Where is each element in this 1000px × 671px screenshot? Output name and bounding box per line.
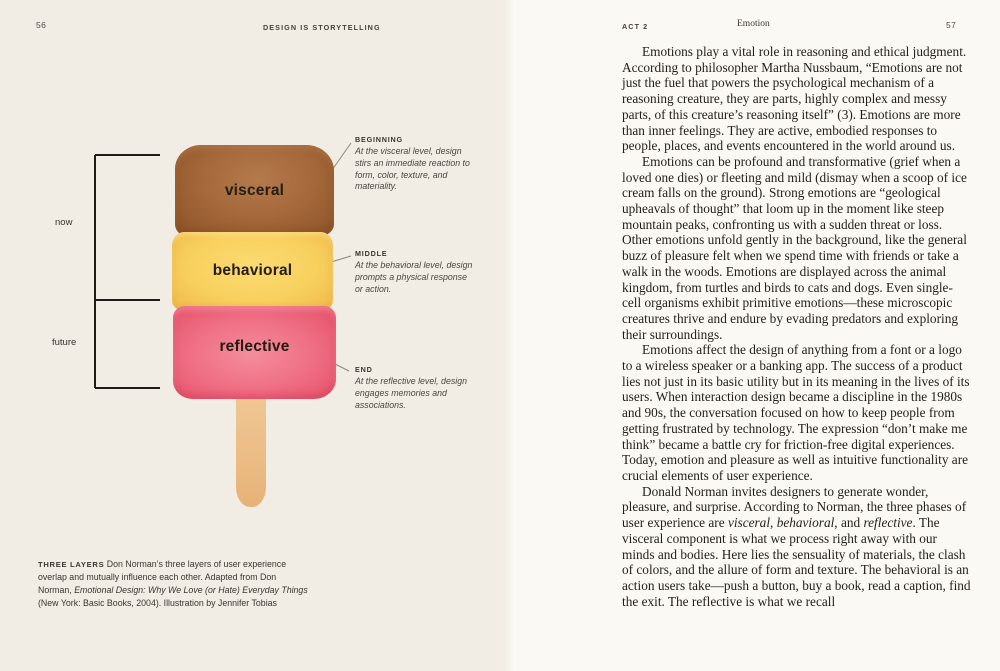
annotation-beginning-title: BEGINNING [355,135,403,144]
layer-behavioral [172,232,333,310]
timeline-label-now: now [55,217,73,228]
annotation-beginning-body: At the visceral level, design stirs an immediate reaction to form, color, texture, and materiality. [355,146,470,192]
right-page [513,0,1000,671]
annotation-middle-title: MIDDLE [355,249,388,258]
figure-caption-lead: THREE LAYERS [38,560,105,569]
layer-visceral-label: visceral [224,181,285,199]
layer-reflective [173,306,336,399]
figure-caption-body: Don Norman’s three layers of user experience overlap and mutually influence each other. Adapted from Don Norman, Emotional Design: Why We Love (or Hate) Everyday Things (New York: Basic Books, 2004). Illustration by Jennifer Tobias [38,559,308,608]
layer-reflective-label: reflective [219,337,290,355]
body-text-column [622,44,971,609]
popsicle-stick [236,385,266,507]
right-page-number: 57 [946,20,957,30]
paragraph: Emotions can be profound and transformative (grief when a loved one dies) or fleeting and mild (dismay when a scoop of ice cream falls on the ground). Strong emotions are “geological upheavals of thought” that loom up in the moment like steep mountain peaks, confronting us with a sudden threat or loss. Other emotions unfold gently in the background, like the general buzz of pleasure felt when we spend time with friends or take a walk in the woods. Emotions are displayed across the animal kingdom, from turtles and birds to cats and dogs. Even single-cell organisms exhibit primitive emotions—these microscopic creatures thrive and endure by evading predators and exploring their surroundings. [622,153,967,342]
running-title: DESIGN IS STORYTELLING [263,23,381,32]
popsicle-illustration [172,145,338,510]
paragraph: Donald Norman invites designers to generate wonder, pleasure, and surprise. According to Norman, the three phases of user experience are visceral, behavioral, and reflective. The visceral component is what we process right away with our minds and bodies. Here lies the sensuality of materials, the clash of colors, and the allure of form and texture. The behavioral is an action users take—push a button, buy a book, read a caption, find the exit. The reflective is what we recall [622,483,971,609]
annotation-middle-body: At the behavioral level, design prompts a physical response or action. [355,260,473,294]
layer-behavioral-label: behavioral [212,262,293,279]
chapter-title: Emotion [737,19,770,29]
paragraph: Emotions affect the design of anything from a font or a logo to a wireless speaker or a banking app. The success of a product lies not just in its basic utility but in its meaning in the lives of its users. When interaction design became a discipline in the 1980s and 90s, the conversation focused on how to keep people from getting frustrated by technology. The expression “don’t make me think” became a battle cry for friction-free digital experiences. Today, emotion and pleasure as well as intuitive functionality are crucial elements of user experience. [622,342,970,483]
annotation-end [355,365,477,411]
annotation-end-body: At the reflective level, design engages memories and associations. [355,376,467,410]
annotation-middle [355,249,477,295]
annotation-end-title: END [355,365,373,374]
layer-visceral [175,145,334,236]
left-page-number: 56 [36,20,47,30]
act-label: ACT 2 [622,22,649,31]
paragraph: Emotions play a vital role in reasoning and ethical judgment. According to philosopher Martha Nussbaum, “Emotions are not just the fuel that powers the psychological mechanism of a reasoning creature, they are parts, highly complex and messy parts, of this creature’s reasoning itself” (3). Emotions are more than inner feelings. They are active, embodied responses to people, places, and events encountered in the world around us. [622,44,967,154]
annotation-beginning [355,135,477,193]
timeline-label-future: future [52,337,77,348]
figure-caption [38,558,312,610]
